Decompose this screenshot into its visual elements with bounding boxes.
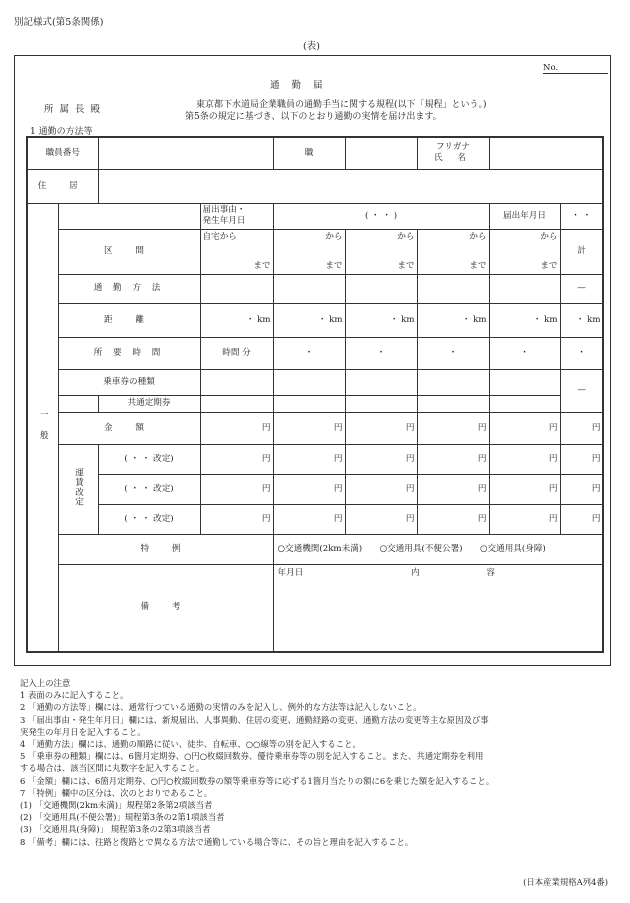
rev3-cell-3[interactable]: 円 — [345, 504, 417, 534]
section-cell-2[interactable] — [273, 229, 345, 274]
rev2-total[interactable]: 円 — [560, 474, 603, 504]
shared-pass-label: 共通定期券 — [98, 395, 200, 412]
fare-revision-text: 運賃改定 — [73, 467, 84, 507]
employee-no-label: 職員番号 — [27, 137, 98, 169]
distance-cell-4[interactable]: ・ km — [417, 303, 489, 337]
time-cell-5[interactable]: ・ — [489, 337, 560, 369]
rev3-cell-1[interactable]: 円 — [200, 504, 273, 534]
note-line: (1) 「交通機関(2km未満)」規程第2条第2項該当者 — [20, 800, 213, 811]
employee-no-field[interactable] — [98, 137, 273, 169]
rev1-cell-2[interactable]: 円 — [273, 444, 345, 474]
shared-pass-spacer — [58, 395, 98, 412]
reason-date-field[interactable]: ( ・ ・ ) — [273, 203, 489, 229]
time-total[interactable]: ・ — [560, 337, 603, 369]
note-line: 1 表面のみに記入すること。 — [20, 690, 129, 701]
total-label: 計 — [560, 229, 603, 274]
method-cell-5[interactable] — [489, 274, 560, 303]
rank-label: 職 — [273, 137, 345, 169]
rev1-cell-3[interactable]: 円 — [345, 444, 417, 474]
ticket-cell-1[interactable] — [200, 369, 273, 395]
filing-date-label: 届出年月日 — [489, 203, 560, 229]
from-5: から — [540, 231, 558, 242]
from-2: から — [325, 231, 343, 242]
commute-table — [26, 136, 604, 653]
doc-title: 通勤届 — [270, 80, 335, 91]
until-4: まで — [469, 260, 487, 271]
section-cell-1[interactable] — [200, 229, 273, 274]
general-label — [27, 203, 58, 652]
pass-cell-1[interactable] — [200, 395, 273, 412]
blank-cell — [58, 203, 200, 229]
time-cell-3[interactable]: ・ — [345, 337, 417, 369]
section-cell-5[interactable] — [489, 229, 560, 274]
section-heading: 1 通勤の方法等 — [30, 127, 93, 137]
remarks-date-label: 年月日 — [277, 567, 304, 578]
general-text: 一 般 — [38, 410, 49, 441]
note-line: 実発生の年月日を記入すること。 — [20, 726, 146, 737]
ticket-cell-4[interactable] — [417, 369, 489, 395]
notes-section — [20, 677, 620, 848]
note-line: 7 「特例」欄中の区分は、次のとおりであること。 — [20, 787, 213, 798]
method-total: — — [560, 274, 603, 303]
name-field[interactable] — [489, 137, 603, 169]
from-home: 自宅から — [202, 231, 237, 242]
until-1: まで — [253, 260, 271, 271]
no-label: No. — [543, 63, 559, 73]
until-3: まで — [397, 260, 415, 271]
addressee: 所属長殿 — [44, 104, 107, 115]
time-cell-2[interactable]: ・ — [273, 337, 345, 369]
revised-field-1[interactable]: ( ・ ・ 改定) — [98, 444, 200, 474]
ticket-cell-5[interactable] — [489, 369, 560, 395]
revised-field-2[interactable]: ( ・ ・ 改定) — [98, 474, 200, 504]
rev3-cell-4[interactable]: 円 — [417, 504, 489, 534]
rank-field[interactable] — [345, 137, 417, 169]
amount-cell-1[interactable]: 円 — [200, 412, 273, 444]
pass-cell-2[interactable] — [273, 395, 345, 412]
method-label: 通 勤 方 法 — [58, 274, 200, 303]
note-line: 6 「金額」欄には、6箇月定期券、○円○枚綴回数券の額等乗車券等に応ずる1箇月当たりの額に6を乗じた額を記入すること。 — [20, 775, 495, 786]
special-label: 特 例 — [58, 534, 273, 564]
furigana-label: フリガナ — [436, 142, 470, 153]
amount-cell-5[interactable]: 円 — [489, 412, 560, 444]
method-cell-2[interactable] — [273, 274, 345, 303]
rev2-cell-2[interactable]: 円 — [273, 474, 345, 504]
revised-field-3[interactable]: ( ・ ・ 改定) — [98, 504, 200, 534]
section-label: 区 間 — [58, 229, 200, 274]
time-cell-4[interactable]: ・ — [417, 337, 489, 369]
amount-cell-2[interactable]: 円 — [273, 412, 345, 444]
ticket-cell-2[interactable] — [273, 369, 345, 395]
pass-cell-5[interactable] — [489, 395, 560, 412]
note-line: 4 「通勤方法」欄には、通勤の順路に従い、徒歩、自転車、○○線等の別を記入すること。 — [20, 739, 361, 750]
section-cell-4[interactable] — [417, 229, 489, 274]
rev2-cell-4[interactable]: 円 — [417, 474, 489, 504]
special-option-3[interactable]: ○交通用具(身障) — [480, 543, 546, 554]
from-4: から — [469, 231, 487, 242]
until-2: まで — [325, 260, 343, 271]
distance-label: 距 離 — [58, 303, 200, 337]
rev3-total[interactable]: 円 — [560, 504, 603, 534]
distance-cell-5[interactable]: ・ km — [489, 303, 560, 337]
until-5: まで — [540, 260, 558, 271]
special-option-1[interactable]: ○交通機関(2km未満) — [277, 543, 363, 554]
pass-cell-4[interactable] — [417, 395, 489, 412]
rev3-cell-2[interactable]: 円 — [273, 504, 345, 534]
distance-cell-3[interactable]: ・ km — [345, 303, 417, 337]
amount-total[interactable]: 円 — [560, 412, 603, 444]
note-line: (3) 「交通用具(身障)」 規程第3条の2第3項該当者 — [20, 824, 211, 835]
reason-date-label — [200, 203, 273, 229]
address-field[interactable] — [98, 169, 603, 203]
fare-revision-label — [58, 444, 98, 534]
rev1-cell-1[interactable]: 円 — [200, 444, 273, 474]
time-cell-1[interactable]: 時間 分 — [200, 337, 273, 369]
distance-cell-2[interactable]: ・ km — [273, 303, 345, 337]
distance-total[interactable]: ・ km — [560, 303, 603, 337]
amount-cell-4[interactable]: 円 — [417, 412, 489, 444]
section-cell-3[interactable] — [345, 229, 417, 274]
rev2-cell-1[interactable]: 円 — [200, 474, 273, 504]
remarks-content-label: 内 容 — [411, 567, 527, 578]
rev3-cell-5[interactable]: 円 — [489, 504, 560, 534]
method-cell-1[interactable] — [200, 274, 273, 303]
rev1-cell-5[interactable]: 円 — [489, 444, 560, 474]
address-label: 住 居 — [27, 169, 98, 203]
amount-label: 金 額 — [58, 412, 200, 444]
remarks-label: 備 考 — [58, 564, 273, 652]
shimei-label: 氏 名 — [434, 153, 472, 164]
name-label — [417, 137, 489, 169]
ticket-cell-3[interactable] — [345, 369, 417, 395]
method-cell-4[interactable] — [417, 274, 489, 303]
special-options — [273, 534, 603, 564]
amount-cell-3[interactable]: 円 — [345, 412, 417, 444]
document-number[interactable] — [543, 63, 608, 74]
method-cell-3[interactable] — [345, 274, 417, 303]
footer-note: (日本産業規格A列4番) — [523, 877, 608, 887]
rev2-cell-5[interactable]: 円 — [489, 474, 560, 504]
from-3: から — [397, 231, 415, 242]
side-label: (表) — [303, 41, 320, 52]
note-line: する場合は、該当区間に丸数字を記入すること。 — [20, 763, 205, 774]
declaration-line1: 東京都下水道局企業職員の通勤手当に関する規程(以下「規程」という。) — [196, 100, 487, 110]
time-label: 所 要 時 間 — [58, 337, 200, 369]
special-option-2[interactable]: ○交通用具(不便公署) — [379, 543, 463, 554]
note-line: 2 「通勤の方法等」欄には、通常行つている通勤の実情のみを記入し、例外的な方法等は記入しないこと。 — [20, 702, 422, 713]
note-line: 8 「備考」欄には、往路と復路とで異なる方法で通勤している場合等に、その旨と理由を記入すること。 — [20, 836, 414, 847]
remarks-field[interactable] — [273, 564, 603, 652]
ticket-total: — — [560, 369, 603, 412]
rev1-cell-4[interactable]: 円 — [417, 444, 489, 474]
declaration-line2: 第5条の規定に基づき、以下のとおり通勤の実情を届け出ます。 — [185, 112, 442, 122]
date-label: 発生年月日 — [202, 216, 246, 226]
distance-cell-1[interactable]: ・ km — [200, 303, 273, 337]
form-label: 別記様式(第5条関係) — [14, 17, 104, 28]
ticket-type-label: 乗車券の種類 — [58, 369, 200, 395]
notes-title: 記入上の注意 — [20, 678, 71, 688]
rev1-total[interactable]: 円 — [560, 444, 603, 474]
filing-date-field[interactable]: ・ ・ — [560, 203, 603, 229]
note-line: 3 「届出事由・発生年月日」欄には、新規届出、人事異動、住居の変更、通勤経路の変更、通勤方法の変更等主な原因及び事 — [20, 714, 489, 725]
note-line: (2) 「交通用具(不便公署)」規程第3条の2第1項該当者 — [20, 812, 225, 823]
reason-label: 届出事由・ — [202, 205, 246, 215]
rev2-cell-3[interactable]: 円 — [345, 474, 417, 504]
pass-cell-3[interactable] — [345, 395, 417, 412]
note-line: 5 「乗車券の種類」欄には、6箇月定期券、○円○枚綴回数券、優待乗車券等の別を記入すること。また、共通定期券を利用 — [20, 751, 484, 762]
